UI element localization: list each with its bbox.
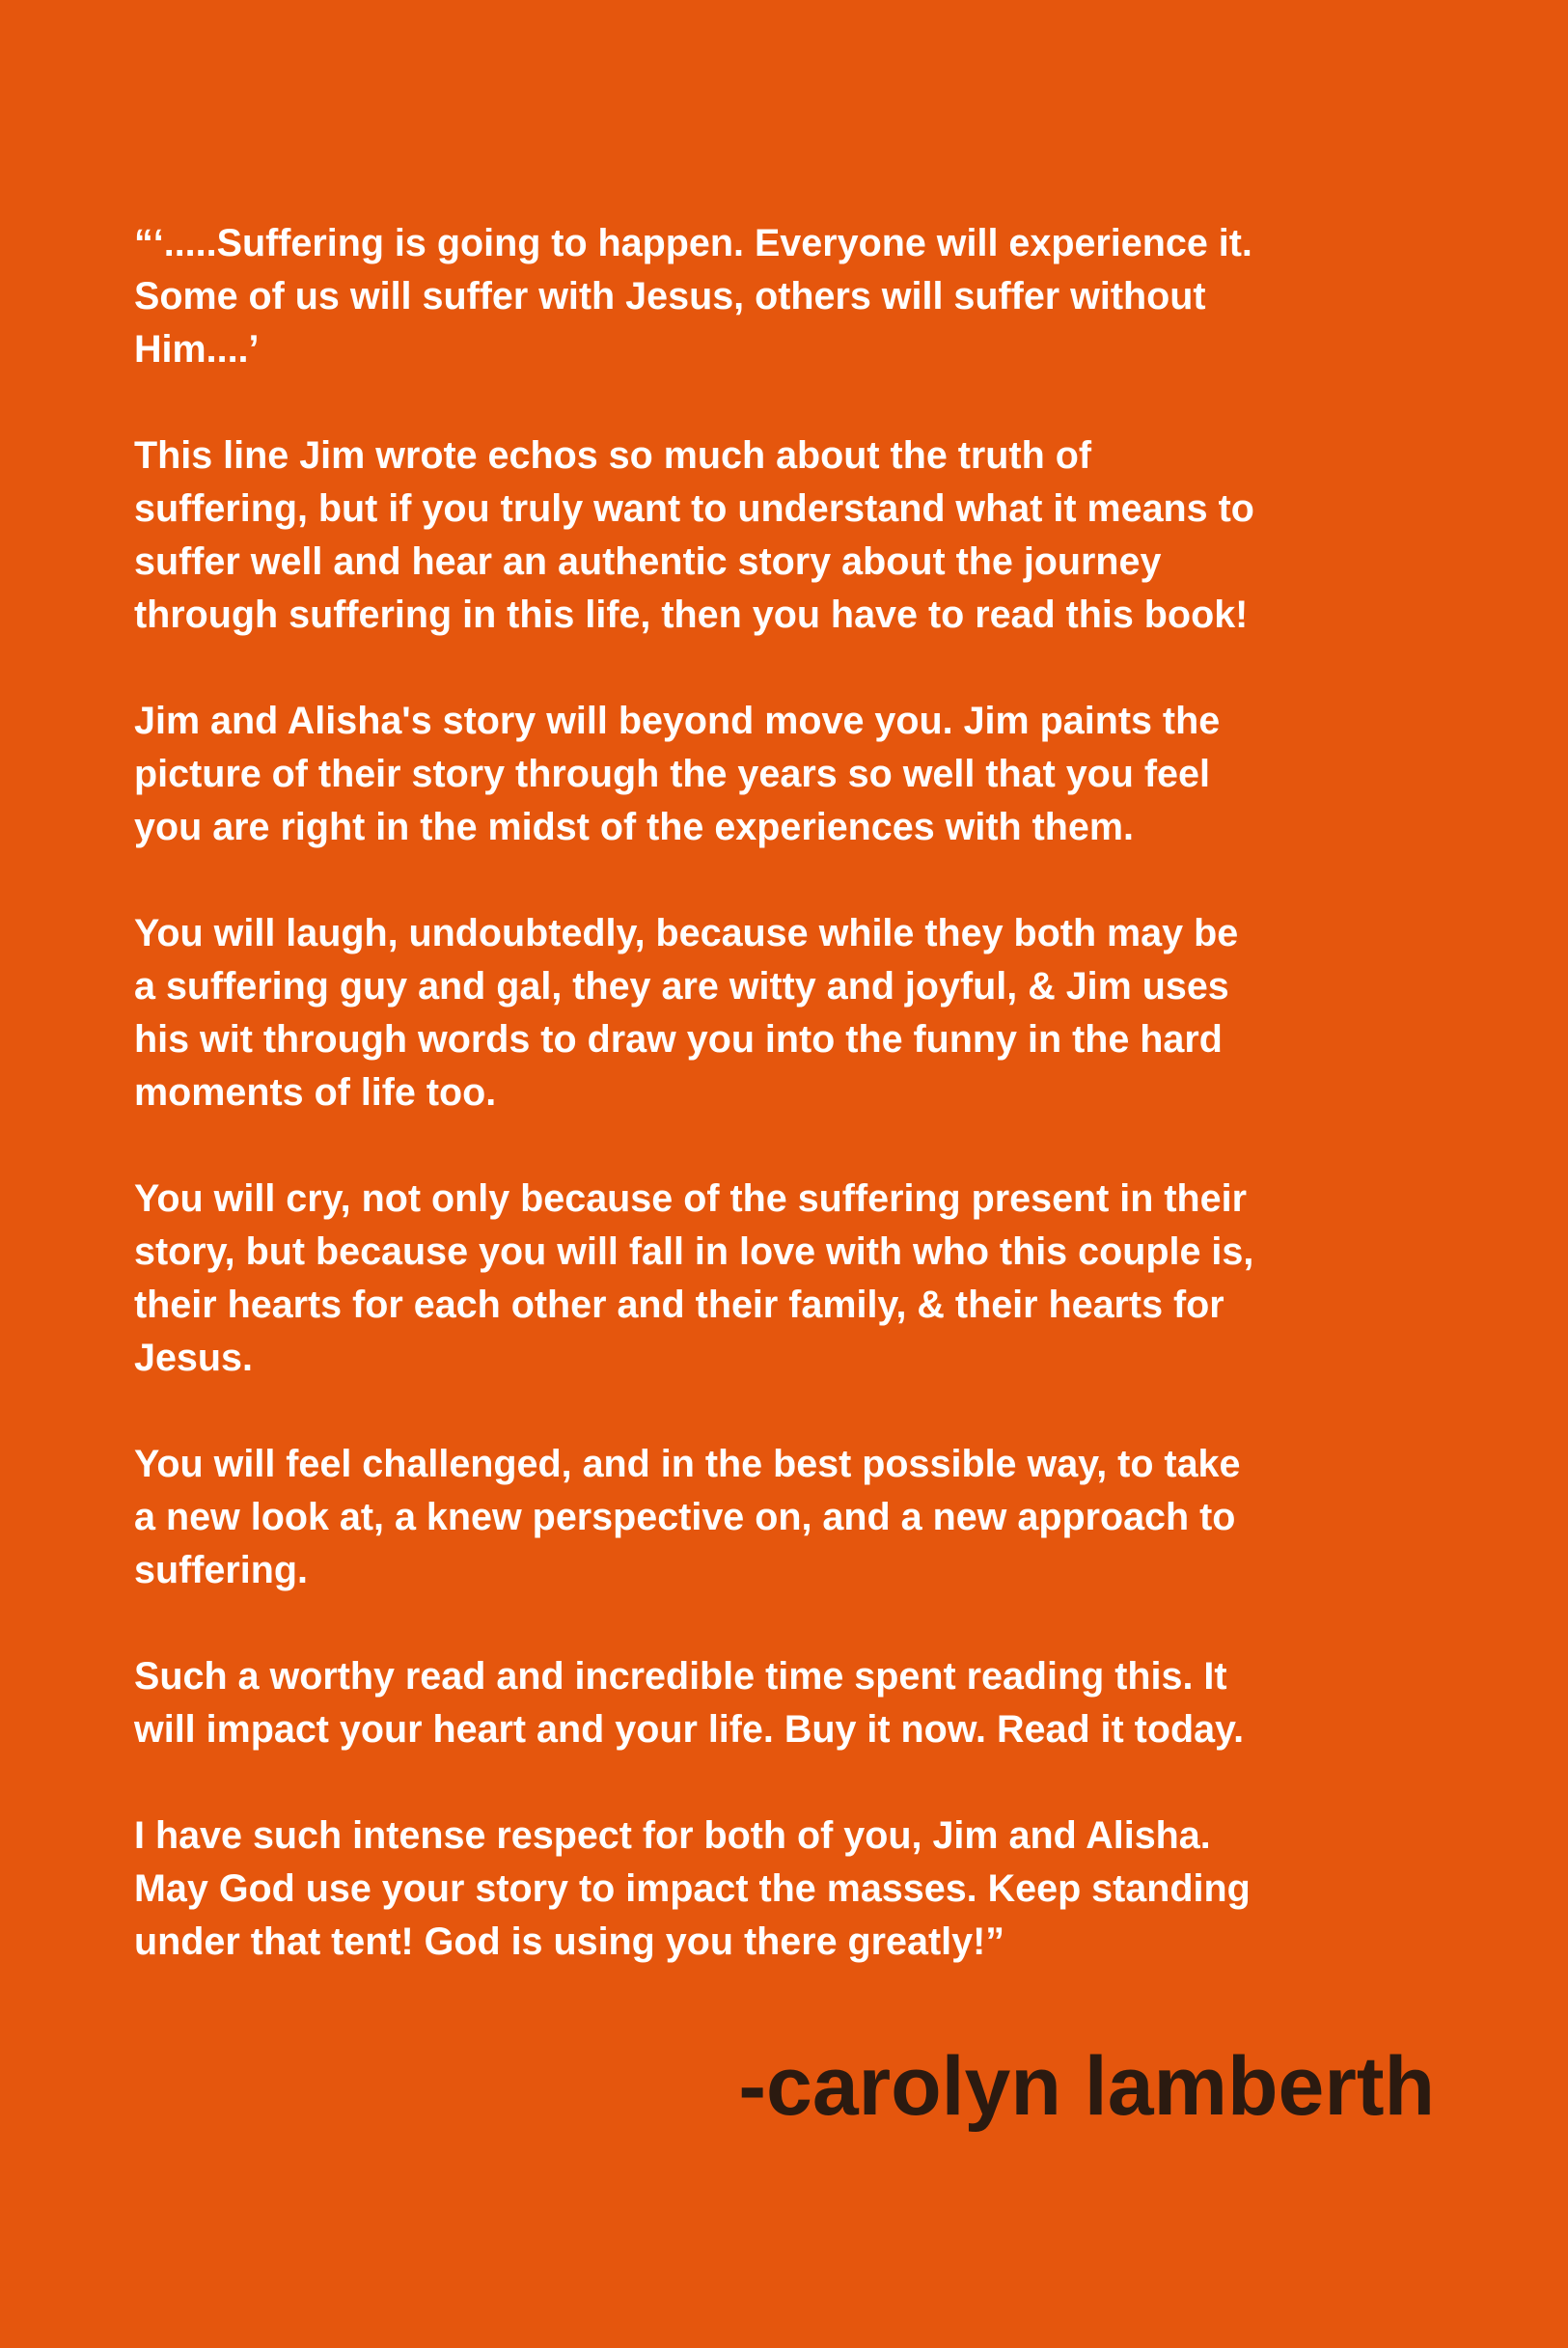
quote-paragraph-8: I have such intense respect for both of you, Jim and Alisha. May God use your story to impact the masses. Keep standing under that tent! God is using you there greatly!” — [134, 1814, 1251, 1963]
quote-paragraph-6: You will feel challenged, and in the best possible way, to take a new look at, a knew perspective on, and a new approach to suffering. — [134, 1443, 1241, 1591]
testimonial-quote — [134, 217, 1466, 2022]
quote-attribution: -carolyn lamberth — [738, 2040, 1435, 2133]
quote-paragraph-3: Jim and Alisha's story will beyond move you. Jim paints the picture of their story through the years so well that you feel you are right in the midst of the experiences with them. — [134, 700, 1221, 848]
quote-paragraph-2: This line Jim wrote echos so much about the truth of suffering, but if you truly want to understand what it means to suffer well and hear an authentic story about the journey through suffering in this life, then you have to read this book! — [134, 434, 1254, 636]
quote-paragraph-4: You will laugh, undoubtedly, because while they both may be a suffering guy and gal, they are witty and joyful, & Jim uses his wit through words to draw you into the funny in the hard moments of life too. — [134, 912, 1239, 1114]
quote-paragraph-7: Such a worthy read and incredible time spent reading this. It will impact your heart and your life. Buy it now. Read it today. — [134, 1655, 1245, 1751]
quote-paragraph-1: “‘.....Suffering is going to happen. Everyone will experience it. Some of us will suffer with Jesus, others will suffer without Him....’ — [134, 222, 1252, 371]
quote-paragraph-5: You will cry, not only because of the suffering present in their story, but because you will fall in love with who this couple is, their hearts for each other and their family, & their hearts for Jesus. — [134, 1177, 1254, 1379]
